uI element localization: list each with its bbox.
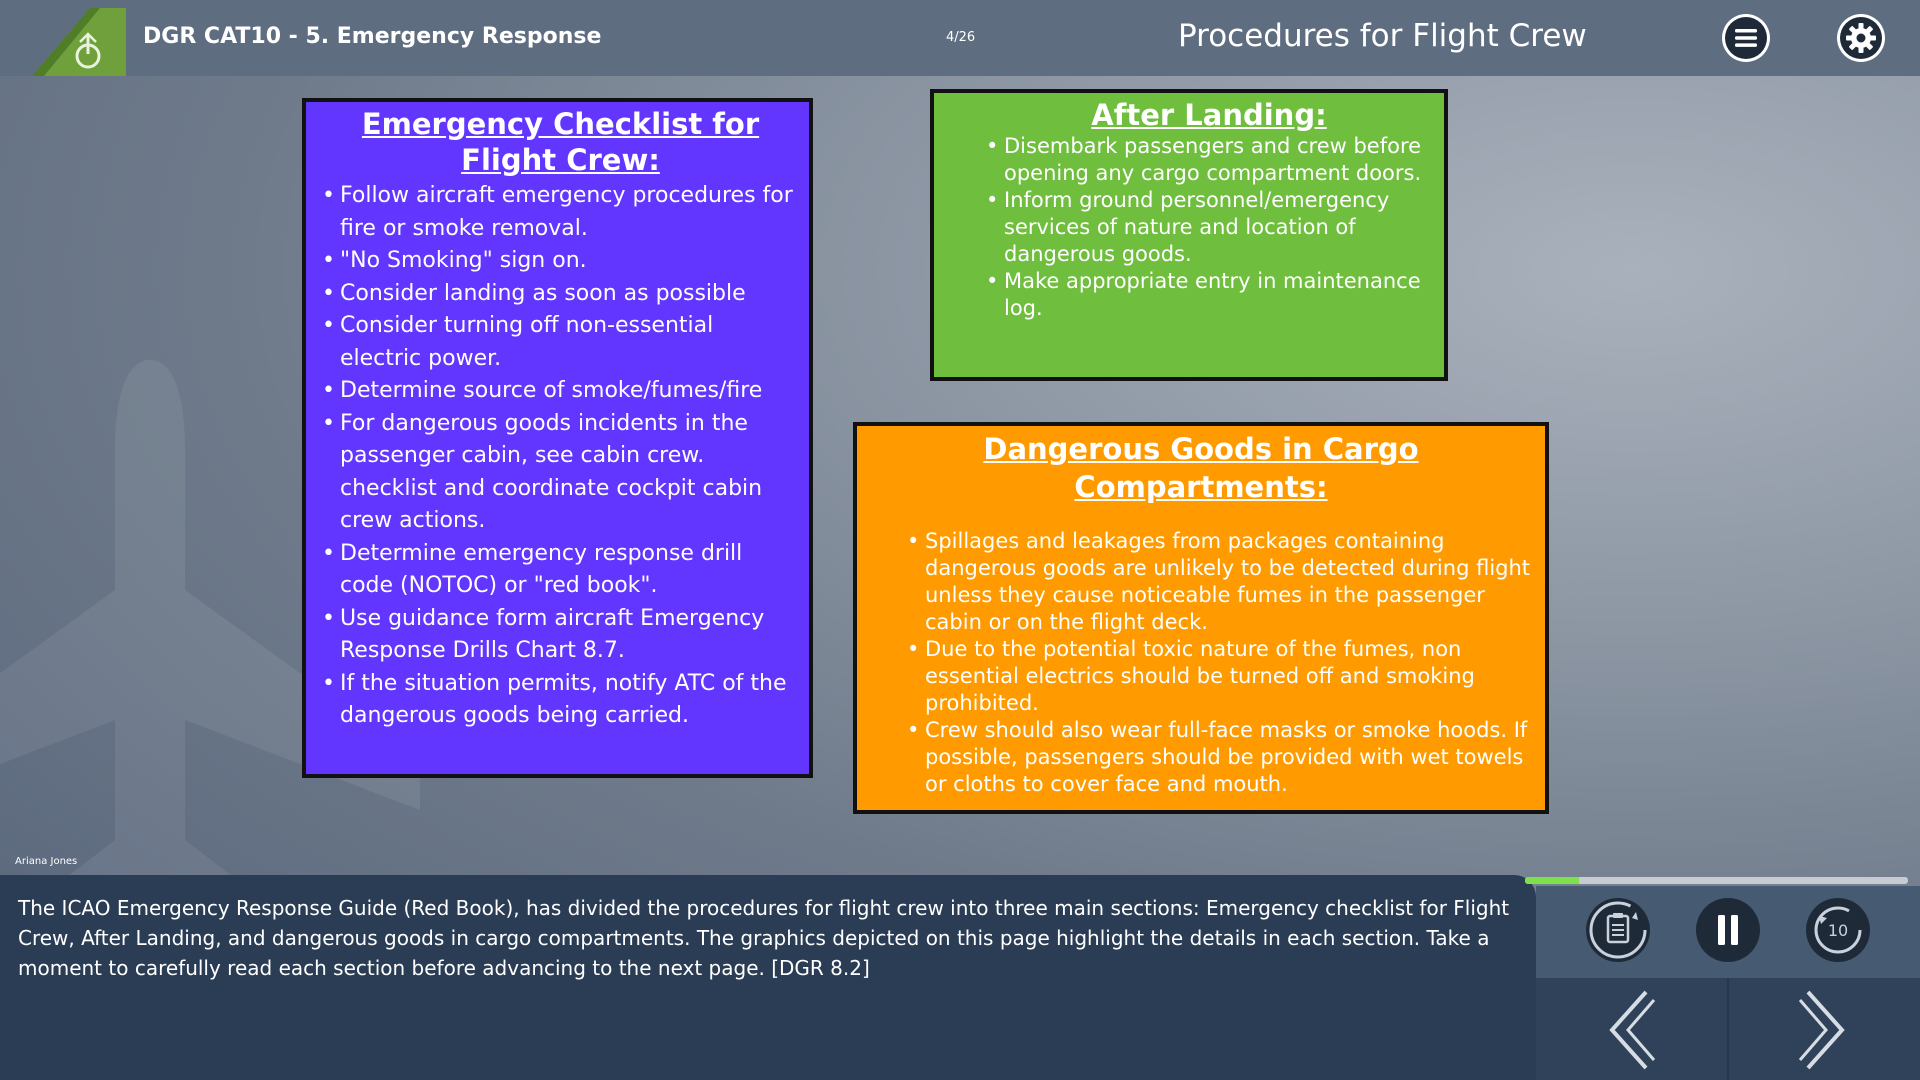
next-page-button[interactable]	[1782, 988, 1862, 1072]
list-item: • Crew should also wear full-face masks or smoke hoods. If possible, passengers should be provided with wet towels or cloths to cover face and mouth.	[905, 717, 1533, 798]
emergency-checklist-title: Emergency Checklist for Flight Crew:	[361, 107, 760, 177]
audio-progress-fill	[1525, 877, 1579, 884]
pause-button[interactable]	[1696, 898, 1760, 962]
transcript-toggle-button[interactable]	[1586, 898, 1650, 962]
list-item: • Spillages and leakages from packages containing dangerous goods are unlikely to be detected during flight unless they cause noticeable fumes in the passenger cabin or on the flight deck.	[905, 528, 1533, 636]
menu-button[interactable]	[1722, 14, 1770, 62]
list-item: • Inform ground personnel/emergency services of nature and location of dangerous goods.	[984, 187, 1434, 268]
list-item: • Disembark passengers and crew before opening any cargo compartment doors.	[984, 133, 1434, 187]
transcript-panel	[0, 875, 1536, 1080]
rewind-10-button[interactable]	[1806, 898, 1870, 962]
page-counter: 4/26	[946, 30, 976, 45]
list-item: • Consider landing as soon as possible	[320, 278, 801, 311]
menu-icon	[1722, 14, 1770, 62]
list-item: • Use guidance form aircraft Emergency Response Drills Chart 8.7.	[320, 603, 801, 668]
emergency-checklist-list	[320, 180, 801, 733]
logo-icon	[30, 8, 126, 76]
after-landing-list	[984, 133, 1434, 322]
after-landing-title: After Landing:	[1091, 98, 1327, 132]
transcript-icon	[1586, 898, 1650, 962]
list-item: • "No Smoking" sign on.	[320, 245, 801, 278]
header-bar	[0, 0, 1920, 76]
emergency-checklist-card	[302, 98, 813, 778]
list-item: • Follow aircraft emergency procedures for fire or smoke removal.	[320, 180, 801, 245]
navigation-divider	[1727, 978, 1729, 1080]
list-item: • Make appropriate entry in maintenance log.	[984, 268, 1434, 322]
chevron-left-icon	[1602, 988, 1662, 1072]
chevron-right-icon	[1792, 988, 1852, 1072]
course-title: DGR CAT10 - 5. Emergency Response	[143, 24, 602, 49]
list-item: • Consider turning off non-essential electric power.	[320, 310, 801, 375]
gear-icon	[1837, 14, 1885, 62]
cargo-compartments-title: Dangerous Goods in Cargo Compartments:	[983, 432, 1419, 504]
rewind-10-icon	[1806, 898, 1870, 962]
previous-page-button[interactable]	[1592, 988, 1672, 1072]
settings-button[interactable]	[1837, 14, 1885, 62]
list-item: • Determine emergency response drill code (NOTOC) or "red book".	[320, 538, 801, 603]
narrator-name: Ariana Jones	[15, 856, 78, 867]
list-item: • Due to the potential toxic nature of the fumes, non essential electrics should be turned off and smoking prohibited.	[905, 636, 1533, 717]
page-title: Procedures for Flight Crew	[1178, 18, 1587, 54]
list-item: • For dangerous goods incidents in the passenger cabin, see cabin crew. checklist and coordinate cockpit cabin crew actions.	[320, 408, 801, 538]
list-item: • Determine source of smoke/fumes/fire	[320, 375, 801, 408]
cargo-compartments-list	[905, 528, 1533, 798]
audio-progress-bar[interactable]	[1525, 877, 1908, 884]
after-landing-card	[930, 89, 1448, 381]
transcript-text: The ICAO Emergency Response Guide (Red Book), has divided the procedures for flight crew into three main sections: Emergency checklist for Flight Crew, After Landing, and dangerous goods in cargo compartments. The graphics depicted on this page highlight the details in each section. Take a moment to carefully read each section before advancing to the next page. [DGR 8.2]	[18, 896, 1510, 980]
pause-icon	[1696, 898, 1760, 962]
cargo-compartments-card	[853, 422, 1549, 814]
list-item: • If the situation permits, notify ATC of the dangerous goods being carried.	[320, 668, 801, 733]
rewind-label: 10	[1827, 921, 1849, 940]
